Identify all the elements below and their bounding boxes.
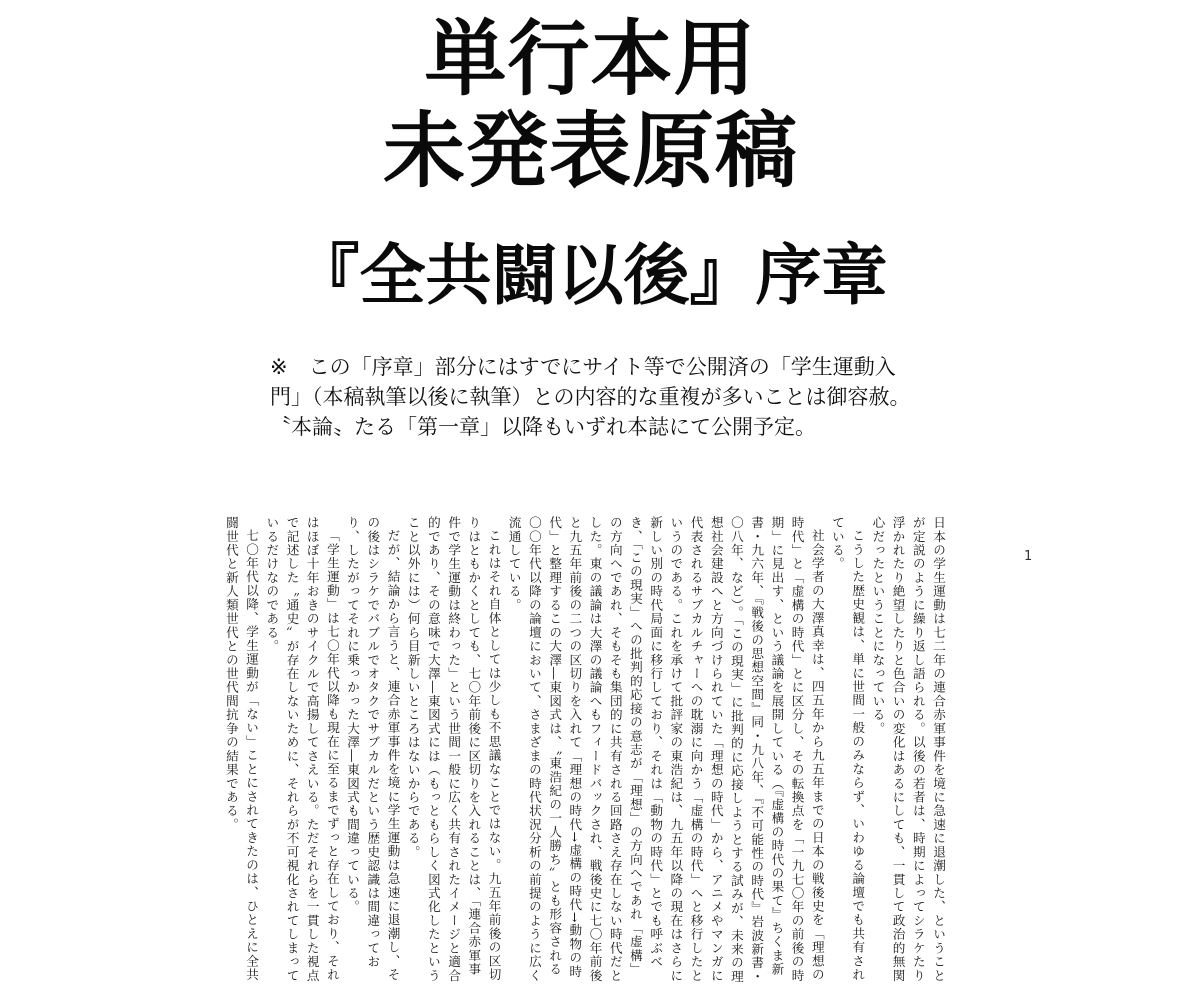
editorial-note (270, 352, 970, 442)
note-line-3: 〝本論〟たる「第一章」以降もいずれ本誌にて公開予定。 (270, 415, 816, 439)
body-paragraph-5: だが、結論から言うと、連合赤軍事件を境に学生運動は急速に退潮し、その後はシラケでバブルでオタクでサブカルだという歴史認識は間違っており、したがってそれに乗っかった大澤―東図式も間違っている。 (345, 516, 401, 982)
body-paragraph-1: 日本の学生運動は七二年の連合赤軍事件を境に急速に退潮した、ということが定説のように繰り返し語られる。以後の若者は、時期によってシラケたり浮かれたり絶望したりと色合いの変化はあるにしても、一貫して政治的無関心だったということになっている。 (870, 516, 946, 983)
main-title-line-2: 未発表原稿 (382, 104, 798, 199)
vertical-body-text (96, 516, 948, 984)
chapter-subtitle: 『全共闘以後』序章 (293, 237, 888, 314)
main-title-line-1: 単行本用 (424, 12, 757, 107)
note-line-2: 門」（本稿執筆以後に執筆）との内容的な重複が多いことは御容赦。 (270, 385, 911, 409)
title-block (0, 14, 1181, 198)
page-number: 1 (1024, 549, 1033, 564)
body-paragraph-2: こうした歴史観は、単に世間一般のみならず、いわゆる論壇でも共有されている。 (829, 516, 866, 982)
body-paragraph-7: 七〇年代以降、学生運動が「ない」ことにされてきたのは、ひとえに全共闘世代と新人類世代との世代間抗争の結果である。 (223, 516, 260, 982)
body-paragraph-4: これはそれ自体としては少しも不思議なことではない。九五年前後の区切りはともかくとしても、七〇年前後に区切りを入れることは、「連合赤軍事件で学生運動は終わった」という世間一般に広く共有されたイメージと適合的であり、その意味で大澤―東図式には（もっともらしく図式化したということ以外には）何ら目新しいところはないからである。 (405, 516, 502, 983)
body-paragraph-3: 社会学者の大澤真幸は、四五年から九五年までの日本の戦後史を「理想の時代」と「虚構の時代」とに区分し、その転換点を「一九七〇年の前後の時期」に見出す、という議論を展開している（『虚構の時代の果て』ちくま新書・九六年、『戦後の思想空間』同・九八年、『不可能性の時代』岩波新書・〇八年、など）。「この現実」に批判的に応接しようとする試みが、未来の理想社会建設へと方向づけられていた「理想の時代」から、アニメやマンガに代表されるサブカルチャーへの耽溺に向かう「虚構の時代」へと移行したというのである。これを承けて批評家の東浩紀は、九五年以降の現在はさらに新しい別の時代局面に移行しており、それは「動物の時代」とでも呼ぶべき、「この現実」への批判的応接の意志が「理想」の方向へであれ「虚構」の方向へであれ、そもそも集団的に共有される回路さえ存在しない時代だとした。東の議論は大澤の議論へもフィードバックされ、戦後史に七〇年前後と九五年前後の二つの区切りを入れて「理想の時代→虚構の時代→動物の時代」と整理するこの大澤―東図式は、〝東浩紀の一人勝ち〟とも形容される〇〇年代以降の論壇において、さまざまの時代状況分析の前提のように広く流通している。 (506, 516, 825, 984)
body-paragraph-6: 「学生運動」は七〇年代以降も現在に至るまでずっと存在しており、それはほぼ十年おきのサイクルで高揚してさえいる。ただそれらを一貫した視点で記述した〝通史〟が存在しないために、それらが不可視化されてしまっているだけなのである。 (264, 516, 340, 983)
note-line-1: ※ この「序章」部分にはすでにサイト等で公開済の「学生運動入 (270, 355, 896, 379)
